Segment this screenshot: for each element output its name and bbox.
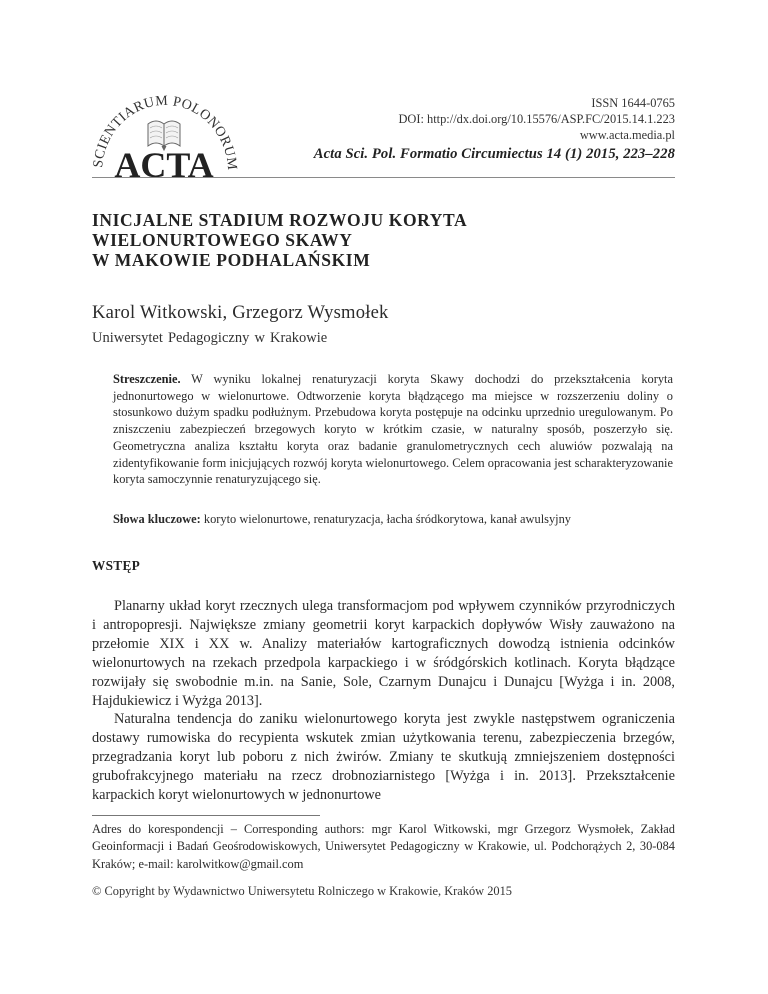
abstract-text: W wyniku lokalnej renaturyzacji koryta Skawy dochodzi do przekształcenia koryta jednonurtowego w wielonurtowe. Odtworzenie koryta błądzącego ma miejsce w rozszerzeniu doliny o stosunkowo dużym spadku podłużnym. Przebudowa koryta postępuje na odcinku uprzednio uregulowanym. Po zniszczeniu zabezpieczeń brzegowych koryto w krótkim czasie, w naturalny sposób, poszerzyło się. Geometryczna analiza kształtu koryta oraz badanie granulometrycznych cech aluwiów pozwalają na zidentyfikowanie form inicjujących rozwój koryta wielonurtowego. Celem opracowania jest scharakteryzowanie koryta samoczynnie renaturyzującego się. bbox=[113, 372, 673, 487]
keywords bbox=[113, 511, 673, 527]
authors: Karol Witkowski, Grzegorz Wysmołek bbox=[92, 302, 389, 323]
title-line: INICJALNE STADIUM ROZWOJU KORYTA bbox=[92, 210, 468, 230]
paragraph: Naturalna tendencja do zaniku wielonurtowego koryta jest zwykle następstwem ograniczenia dostawy rumowiska do recypienta wskutek zmian użytkowania terenu, zabezpieczenia brzegów, przegradzania koryt lub poboru z nich żwirów. Zmiany te skutkują zmniejszeniem dostępności grubofrakcyjnego materiału na rzecz drobnoziarnistego [Wyżga i in. 2013]. Przekształcenie karpackich koryt wielonurtowych w jednonurtowe bbox=[92, 711, 675, 804]
title-line: WIELONURTOWEGO SKAWY bbox=[92, 230, 353, 250]
affiliation: Uniwersytet Pedagogiczny w Krakowie bbox=[92, 330, 328, 346]
issn: ISSN 1644-0765 bbox=[591, 96, 675, 110]
abstract-label: Streszczenie. bbox=[113, 372, 181, 386]
abstract bbox=[113, 371, 673, 488]
title-line: W MAKOWIE PODHALAŃSKIM bbox=[92, 250, 371, 270]
header-meta bbox=[398, 95, 675, 143]
journal-running-head: Acta Sci. Pol. Formatio Circumiectus 14 (1) 2015, 223–228 bbox=[313, 146, 675, 162]
acta-logo-graphic bbox=[88, 80, 240, 180]
keywords-text: koryto wielonurtowe, renaturyzacja, łacha śródkorytowa, kanał awulsyjny bbox=[203, 512, 571, 526]
logo-arc-text: SCIENTIARUM POLONORUM bbox=[91, 93, 240, 172]
journal-logo bbox=[88, 80, 240, 180]
header-divider bbox=[92, 177, 675, 178]
copyright-notice: © Copyright by Wydawnictwo Uniwersytetu Rolniczego w Krakowie, Kraków 2015 bbox=[92, 884, 513, 898]
article-title bbox=[92, 210, 692, 270]
section-heading: WSTĘP bbox=[92, 558, 141, 573]
logo-wordmark: ACTA bbox=[114, 145, 214, 180]
paragraph: Planarny układ koryt rzecznych ulega transformacjom pod wpływem czynników przyrodniczych i antropopresji. Największe zmiany geometrii koryt karpackich dopływów Wisły zauważono na przełomie XIX i XX w. Analizy materiałów kartograficznych dowodzą istnienia odcinków wielonurtowych na rzekach przedpola karpackiego i w śródgórskich kotlinach. Koryta błądzące rozwijały się swobodnie m.in. na Sanie, Sole, Czarnym Dunajcu i Dunajcu [Wyżga i in. 2008, Hajdukiewicz i Wyżga 2013]. bbox=[92, 598, 675, 709]
doi-link[interactable]: DOI: http://dx.doi.org/10.15576/ASP.FC/2015.14.1.223 bbox=[398, 112, 675, 126]
website-link[interactable]: www.acta.media.pl bbox=[579, 128, 675, 142]
keywords-label: Słowa kluczowe: bbox=[113, 512, 201, 526]
correspondence-footnote: Adres do korespondencji – Corresponding authors: mgr Karol Witkowski, mgr Grzegorz Wysmołek, Zakład Geoinformacji i Badań Geośrodowiskowych, Uniwersytet Pedagogiczny w Krakowie, ul. Podchorążych 2, 30-084 Kraków; e-mail: karolwitkow@gmail.com bbox=[92, 822, 675, 871]
body-text bbox=[92, 597, 675, 805]
footnote-divider bbox=[92, 815, 320, 816]
